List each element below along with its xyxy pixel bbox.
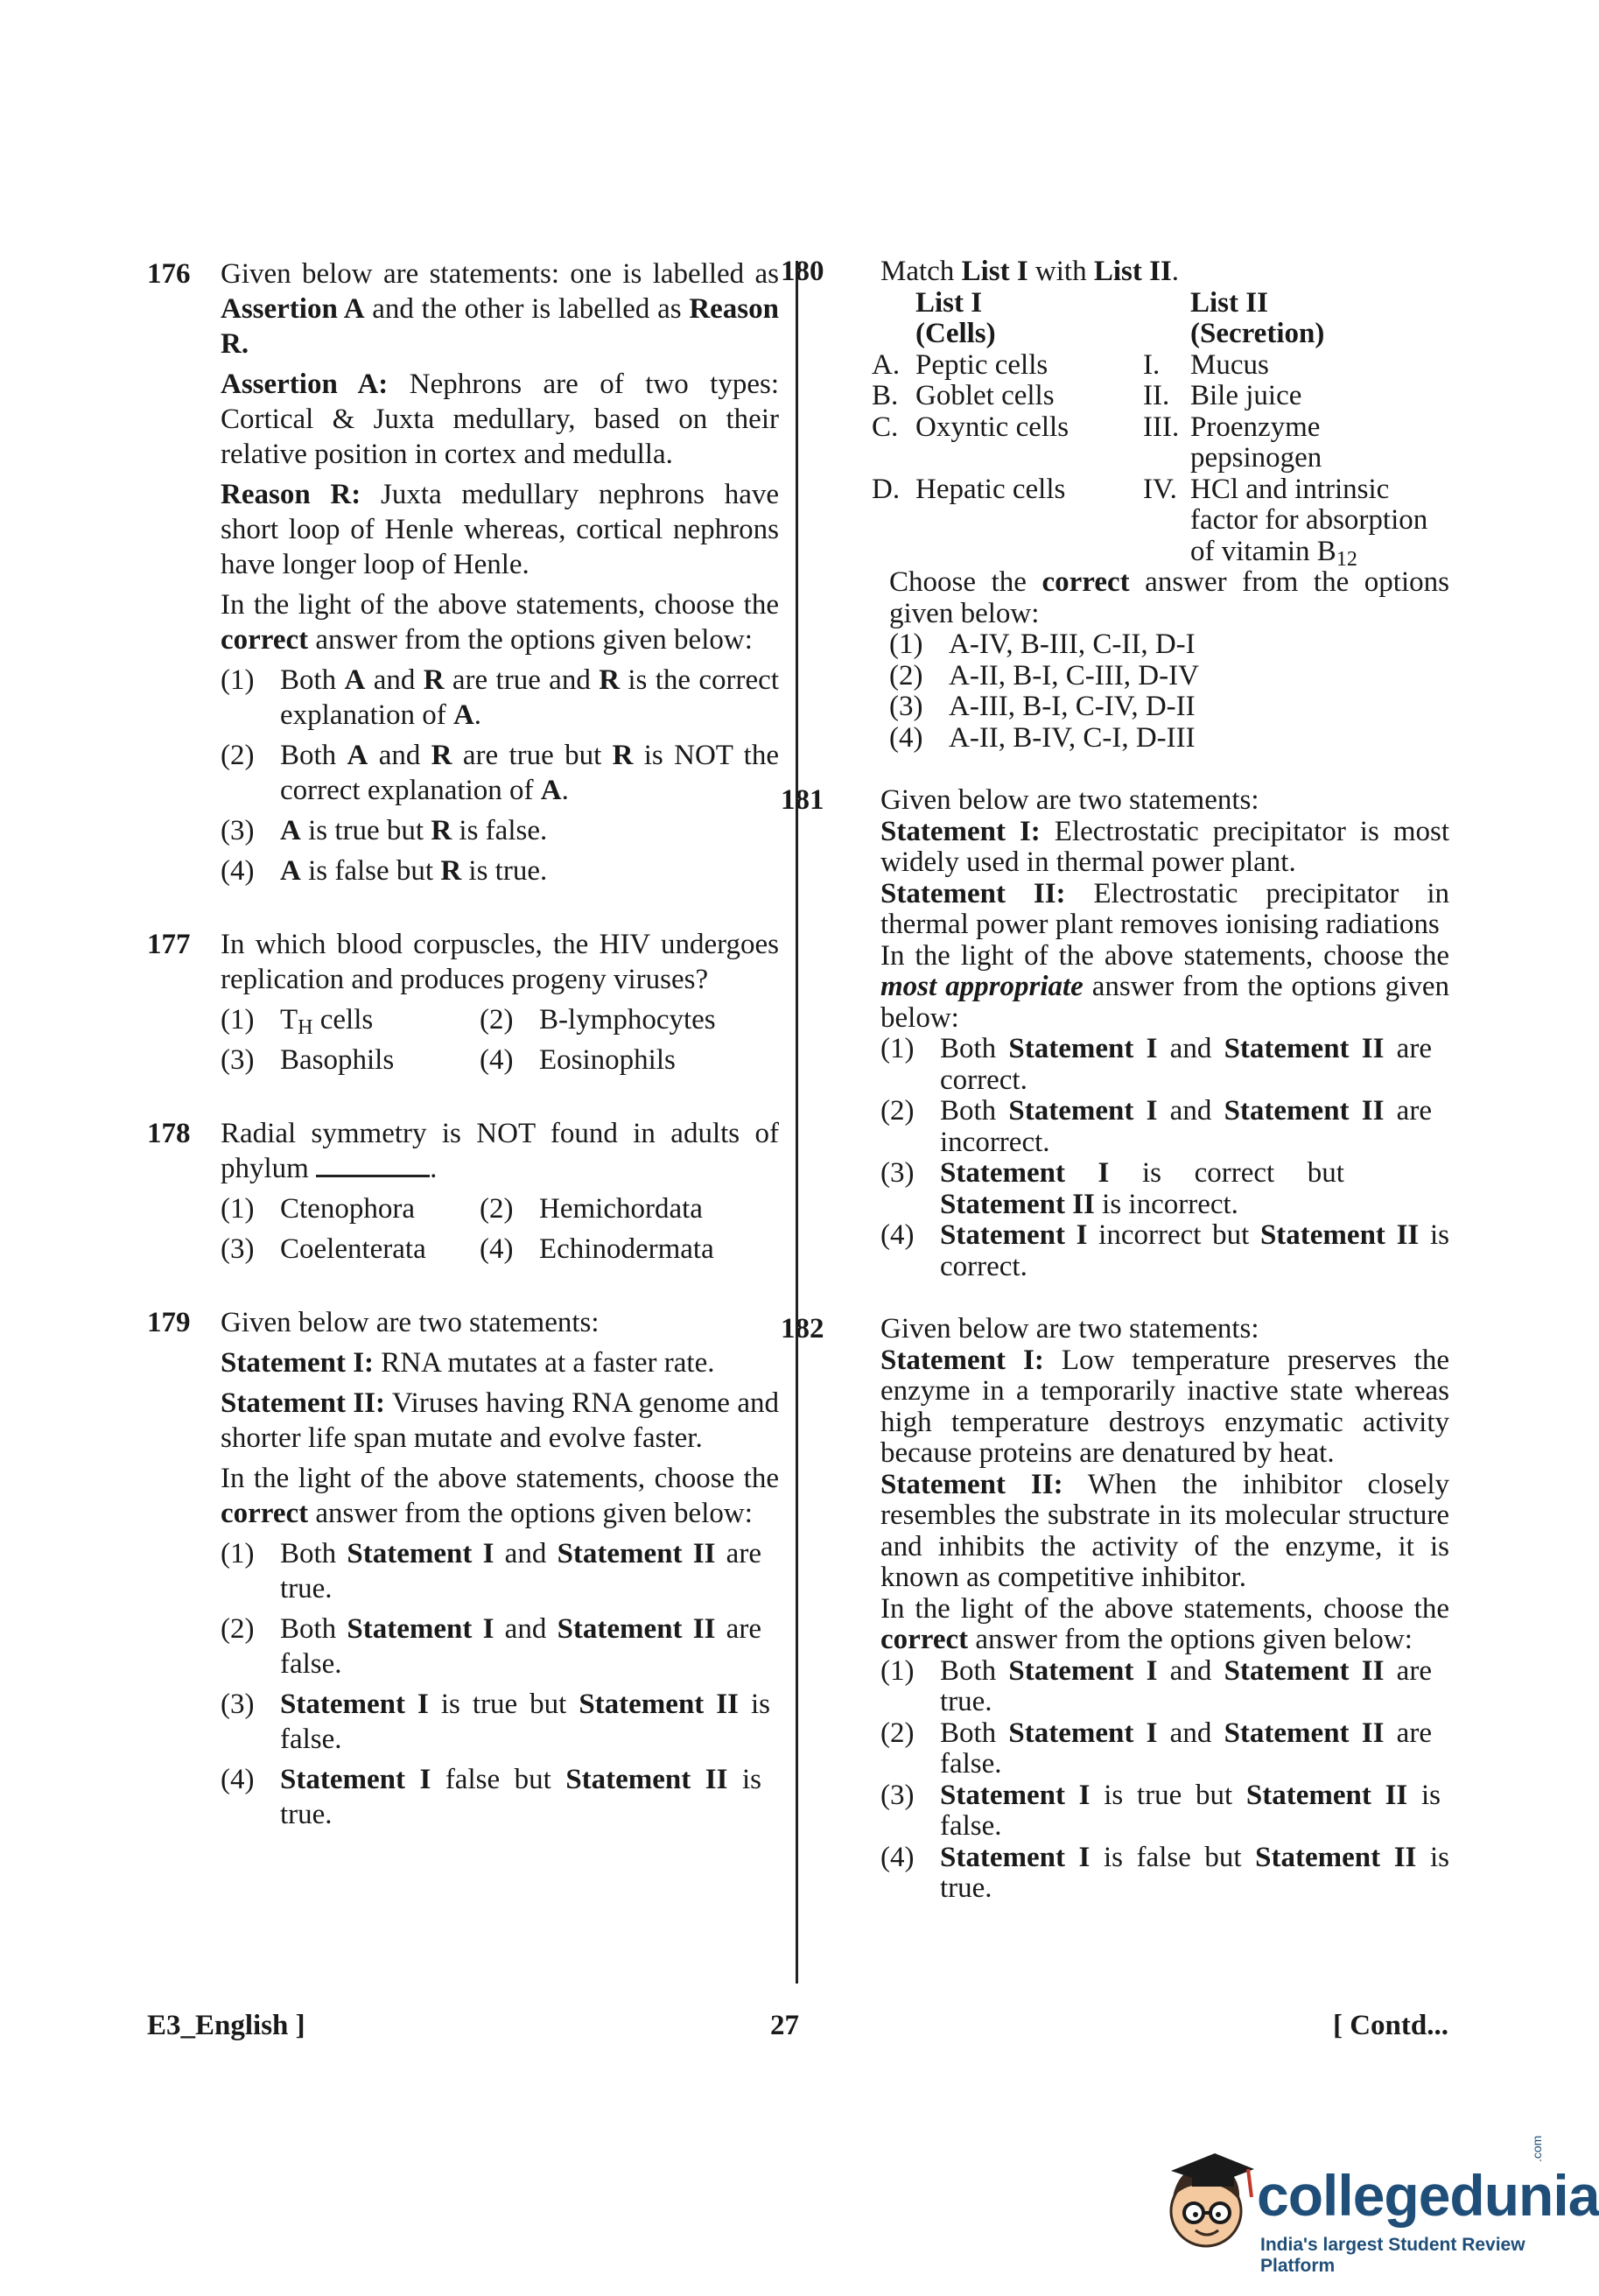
question-number: 177: [147, 929, 191, 960]
question-number: 179: [147, 1307, 191, 1338]
option-2[interactable]: (2) Hemichordata: [480, 1193, 703, 1225]
secretion-i: Mucus: [1190, 348, 1269, 381]
instruction: In the light of the above statements, choose the correct answer from the options given below:: [880, 1592, 1449, 1655]
question-182: [781, 1313, 1449, 1905]
option-3[interactable]: (3) Statement I is true but Statement II is false.: [221, 1689, 770, 1755]
options: [221, 1002, 779, 1078]
list1-subheader: (Cells): [915, 318, 996, 349]
cell-a: Peptic cells: [915, 348, 1048, 381]
secretion-iii: Proenzyme pepsinogen: [1190, 411, 1322, 474]
option-1[interactable]: (1) Both Statement I and Statement II are correct.: [880, 1033, 1432, 1096]
option-2[interactable]: (2) Both A and R are true but R is NOT the correct explanation of A.: [221, 740, 779, 806]
option-3[interactable]: (3) A-III, B-I, C-IV, D-II: [889, 691, 1196, 722]
cell-c: Oxyntic cells: [915, 411, 1070, 443]
question-177: [147, 927, 779, 1078]
question-179: [147, 1305, 779, 1832]
option-1[interactable]: (1) Both A and R are true and R is the correct explanation of A.: [221, 664, 779, 731]
option-4[interactable]: (4) A-II, B-IV, C-I, D-III: [889, 721, 1196, 754]
option-1[interactable]: (1) Ctenophora: [221, 1193, 415, 1225]
statement-2: Statement II: Viruses having RNA genome and shorter life span mutate and evolve faster.: [221, 1387, 779, 1454]
statement-1: Statement I: Electrostatic precipitator is most widely used in thermal power plant.: [880, 815, 1449, 878]
option-2[interactable]: (2) Both Statement I and Statement II are false.: [221, 1613, 761, 1680]
instruction: Choose the correct answer from the options given below:: [889, 566, 1449, 629]
instruction: In the light of the above statements, choose the most appropriate answer from the options given below:: [880, 939, 1449, 1034]
logo-wordmark: collegedunia: [1257, 2163, 1599, 2228]
statement-1: Statement I: Low temperature preserves the enzyme in a temporarily inactive state whereas high temperature destroys enzymatic activity because proteins are denatured by heat.: [880, 1344, 1449, 1469]
question-text: Radial symmetry is NOT found in adults of phylum .: [221, 1118, 779, 1184]
question-number: 176: [147, 258, 191, 290]
list2-header: List II: [1190, 286, 1268, 319]
option-2[interactable]: (2) B-lymphocytes: [480, 1004, 716, 1036]
logo-tagline: India's largest Student Review Platform: [1260, 2235, 1525, 2276]
column-divider: [796, 261, 798, 1984]
list1-header: List I: [915, 286, 983, 319]
statement-1: Statement I: RNA mutates at a faster rate.: [221, 1347, 715, 1379]
answer-blank: [316, 1155, 430, 1177]
question-intro: Given below are statements: one is labelled as Assertion A and the other is labelled as Reason R.: [221, 258, 779, 360]
match-table: List I List II (Cells) (Secretion) A. Peptic cells I. Mucus B. Goblet cells II. Bile juice C. Oxyntic cells III. Proenzyme pepsinogen D. Hepatic cells IV. HCl and intrinsic factor for absorption of vitamin $B_{12}$: [872, 288, 1449, 568]
statement-2: Statement II: Electrostatic precipitator in thermal power plant removes ionising radiations: [880, 877, 1449, 940]
question-180: [781, 256, 1449, 754]
option-1[interactable]: (1) $T_H$ cells: [221, 1004, 374, 1039]
question-number: 180: [781, 256, 824, 287]
option-3[interactable]: (3) A is true but R is false.: [221, 815, 548, 846]
question-181: [781, 784, 1449, 1282]
cell-d: Hepatic cells: [915, 473, 1066, 505]
logo-domain: .com: [1530, 2135, 1544, 2162]
question-number: 182: [781, 1313, 824, 1345]
reason: Reason R: Juxta medullary nephrons have short loop of Henle whereas, cortical nephrons have longer loop of Henle.: [221, 479, 780, 580]
cell-b: Goblet cells: [915, 380, 1055, 411]
option-2[interactable]: (2) A-II, B-I, C-III, D-IV: [889, 659, 1199, 692]
footer-paper-code: E3_English ]: [147, 2010, 305, 2041]
left-column: [147, 256, 779, 1871]
question-176: [147, 256, 779, 888]
secretion-iv: HCl and intrinsic factor for absorption of vitamin $B_{12}$: [1190, 473, 1428, 571]
footer-contd: [ Contd...: [1332, 2010, 1448, 2041]
question-intro: Match List I with List II.: [880, 256, 1180, 287]
option-3[interactable]: (3) Coelenterata: [221, 1233, 426, 1265]
question-number: 178: [147, 1118, 191, 1149]
instruction: In the light of the above statements, choose the correct answer from the options given below:: [221, 1463, 779, 1529]
question-178: [147, 1116, 779, 1267]
option-1[interactable]: (1) A-IV, B-III, C-II, D-I: [889, 628, 1196, 660]
assertion: Assertion A: Nephrons are of two types: Cortical & Juxta medullary, based on their relative position in cortex and medulla.: [221, 369, 779, 470]
option-3[interactable]: (3) Basophils: [221, 1044, 395, 1076]
option-4[interactable]: (4) Statement I incorrect but Statement II is correct.: [880, 1219, 1449, 1282]
list2-subheader: (Secretion): [1190, 318, 1325, 349]
option-4[interactable]: (4) Statement I false but Statement II is true.: [221, 1764, 761, 1830]
options: [221, 1191, 779, 1267]
question-number: 181: [781, 784, 824, 816]
option-4[interactable]: (4) A is false but R is true.: [221, 855, 548, 887]
question-text: In which blood corpuscles, the HIV undergoes replication and produces progeny viruses?: [221, 929, 779, 995]
option-3[interactable]: (3) Statement I is correct but Statement II is incorrect.: [880, 1157, 1344, 1220]
footer-page-number: 27: [770, 2010, 799, 2041]
statement-2: Statement II: When the inhibitor closely resembles the substrate in its molecular structure and inhibits the activity of the enzyme, it is known as competitive inhibitor.: [880, 1468, 1449, 1593]
option-4[interactable]: (4) Echinodermata: [480, 1233, 714, 1265]
right-column: [781, 256, 1449, 1936]
option-4[interactable]: (4) Statement I is false but Statement II is true.: [880, 1841, 1449, 1904]
question-intro: Given below are two statements:: [880, 1313, 1259, 1345]
question-intro: Given below are two statements:: [221, 1307, 600, 1338]
option-2[interactable]: (2) Both Statement I and Statement II are incorrect.: [880, 1095, 1432, 1158]
option-1[interactable]: (1) Both Statement I and Statement II are true.: [221, 1538, 761, 1604]
option-1[interactable]: (1) Both Statement I and Statement II are true.: [880, 1654, 1432, 1717]
question-intro: Given below are two statements:: [880, 784, 1259, 816]
instruction: In the light of the above statements, choose the correct answer from the options given below:: [221, 589, 779, 656]
option-3[interactable]: (3) Statement I is true but Statement II is false.: [880, 1779, 1441, 1842]
option-4[interactable]: (4) Eosinophils: [480, 1044, 676, 1076]
secretion-ii: Bile juice: [1190, 380, 1302, 411]
option-2[interactable]: (2) Both Statement I and Statement II are false.: [880, 1717, 1432, 1780]
